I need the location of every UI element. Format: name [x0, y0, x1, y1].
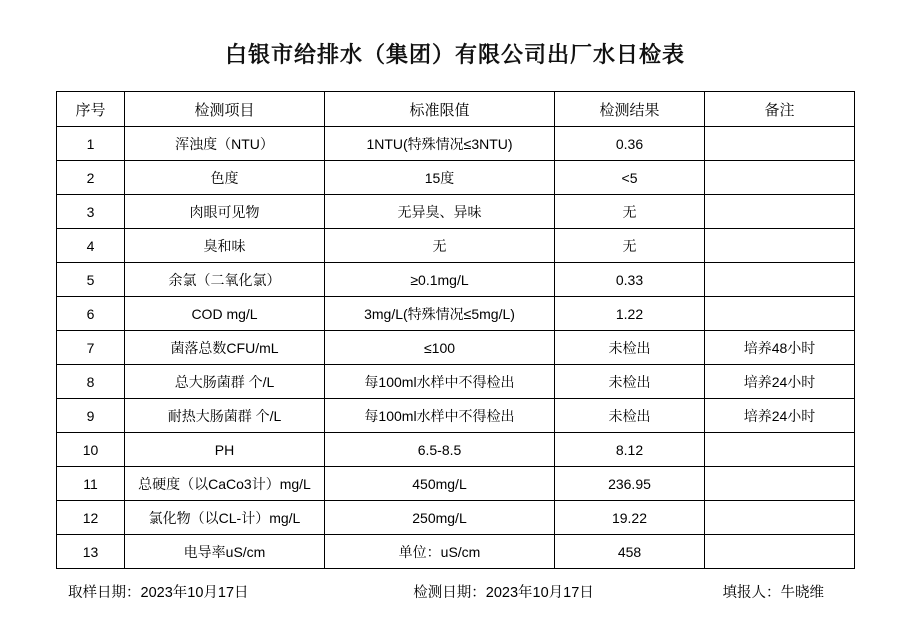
cell-note: 培养24小时	[705, 365, 855, 399]
cell-result: 未检出	[555, 365, 705, 399]
cell-standard: 250mg/L	[325, 501, 555, 535]
cell-standard: 每100ml水样中不得检出	[325, 399, 555, 433]
cell-note	[705, 297, 855, 331]
water-quality-table	[56, 91, 855, 569]
cell-result: 458	[555, 535, 705, 569]
cell-standard: 15度	[325, 161, 555, 195]
cell-item: 余氯（二氧化氯）	[125, 263, 325, 297]
cell-note	[705, 195, 855, 229]
cell-note	[705, 263, 855, 297]
cell-index: 6	[57, 297, 125, 331]
cell-item: 电导率uS/cm	[125, 535, 325, 569]
cell-index: 4	[57, 229, 125, 263]
table-row	[57, 161, 855, 195]
cell-index: 2	[57, 161, 125, 195]
table-row	[57, 433, 855, 467]
cell-result: 0.33	[555, 263, 705, 297]
column-header-index: 序号	[57, 92, 125, 127]
table-row	[57, 229, 855, 263]
cell-standard: 无	[325, 229, 555, 263]
column-header-note: 备注	[705, 92, 855, 127]
table-row	[57, 297, 855, 331]
table-row	[57, 501, 855, 535]
cell-item: 浑浊度（NTU）	[125, 127, 325, 161]
cell-standard: 450mg/L	[325, 467, 555, 501]
cell-note	[705, 467, 855, 501]
column-header-standard: 标准限值	[325, 92, 555, 127]
cell-result: 19.22	[555, 501, 705, 535]
cell-index: 8	[57, 365, 125, 399]
table-row	[57, 263, 855, 297]
cell-index: 10	[57, 433, 125, 467]
cell-index: 11	[57, 467, 125, 501]
page-title: 白银市给排水（集团）有限公司出厂水日检表	[224, 42, 685, 67]
cell-index: 12	[57, 501, 125, 535]
cell-result: 无	[555, 195, 705, 229]
cell-note: 培养24小时	[705, 399, 855, 433]
report-table-container	[56, 91, 854, 569]
cell-note	[705, 535, 855, 569]
cell-standard: 单位：uS/cm	[325, 535, 555, 569]
cell-standard: 6.5-8.5	[325, 433, 555, 467]
cell-result: 8.12	[555, 433, 705, 467]
cell-note	[705, 501, 855, 535]
report-footer	[56, 581, 854, 602]
cell-result: <5	[555, 161, 705, 195]
cell-item: 肉眼可见物	[125, 195, 325, 229]
cell-index: 13	[57, 535, 125, 569]
cell-item: 菌落总数CFU/mL	[125, 331, 325, 365]
cell-note	[705, 229, 855, 263]
table-row	[57, 365, 855, 399]
cell-note	[705, 433, 855, 467]
cell-index: 7	[57, 331, 125, 365]
cell-standard: ≤100	[325, 331, 555, 365]
cell-item: 色度	[125, 161, 325, 195]
table-row	[57, 467, 855, 501]
cell-item: 总大肠菌群 个/L	[125, 365, 325, 399]
cell-result: 236.95	[555, 467, 705, 501]
cell-index: 5	[57, 263, 125, 297]
cell-note	[705, 161, 855, 195]
cell-result: 无	[555, 229, 705, 263]
cell-item: COD mg/L	[125, 297, 325, 331]
sampling-date: 取样日期：2023年10月17日	[68, 585, 249, 601]
table-header	[57, 92, 855, 127]
cell-index: 1	[57, 127, 125, 161]
cell-standard: 无异臭、异味	[325, 195, 555, 229]
cell-result: 1.22	[555, 297, 705, 331]
cell-note	[705, 127, 855, 161]
column-header-result: 检测结果	[555, 92, 705, 127]
column-header-item: 检测项目	[125, 92, 325, 127]
cell-result: 0.36	[555, 127, 705, 161]
table-row	[57, 195, 855, 229]
cell-item: 氯化物（以CL-计）mg/L	[125, 501, 325, 535]
cell-index: 3	[57, 195, 125, 229]
table-row	[57, 127, 855, 161]
cell-standard: 1NTU(特殊情况≤3NTU)	[325, 127, 555, 161]
table-row	[57, 399, 855, 433]
reporter-name: 填报人：牛晓维	[722, 585, 824, 601]
cell-standard: 3mg/L(特殊情况≤5mg/L)	[325, 297, 555, 331]
cell-standard: 每100ml水样中不得检出	[325, 365, 555, 399]
cell-item: 耐热大肠菌群 个/L	[125, 399, 325, 433]
cell-index: 9	[57, 399, 125, 433]
cell-result: 未检出	[555, 399, 705, 433]
table-body	[57, 127, 855, 569]
cell-item: PH	[125, 433, 325, 467]
table-row	[57, 331, 855, 365]
table-header-row	[57, 92, 855, 127]
cell-item: 臭和味	[125, 229, 325, 263]
cell-standard: ≥0.1mg/L	[325, 263, 555, 297]
test-date: 检测日期：2023年10月17日	[413, 585, 594, 601]
cell-item: 总硬度（以CaCo3计）mg/L	[125, 467, 325, 501]
cell-result: 未检出	[555, 331, 705, 365]
table-row	[57, 535, 855, 569]
cell-note: 培养48小时	[705, 331, 855, 365]
